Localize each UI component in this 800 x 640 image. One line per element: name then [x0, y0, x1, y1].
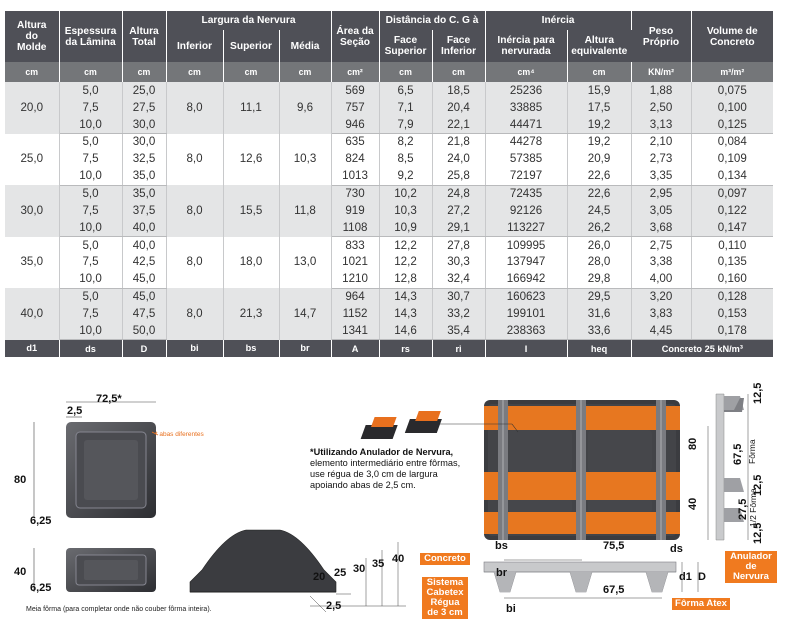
- section-br: br: [496, 567, 507, 579]
- cell-face-superior: 6,5: [379, 82, 432, 99]
- cell-volume: 0,153: [691, 305, 773, 322]
- group-largura: Largura da Nervura: [166, 11, 331, 30]
- cell-face-superior: 8,5: [379, 151, 432, 168]
- table-row: [5, 305, 773, 322]
- cell-altura-equivalente: 19,2: [567, 134, 631, 151]
- cell-inercia: 33885: [485, 99, 567, 116]
- table-row: [5, 99, 773, 116]
- table-row: [5, 202, 773, 219]
- cell-face-inferior: 25,8: [432, 168, 485, 185]
- anulador-icon: [355, 405, 450, 450]
- cell-area: 824: [331, 151, 379, 168]
- cell-altura-total: 35,0: [122, 168, 166, 185]
- cell-inercia: 72197: [485, 168, 567, 185]
- cell-peso: 3,38: [631, 254, 691, 271]
- unit-cell: cm: [59, 62, 122, 82]
- cell-altura-equivalente: 19,2: [567, 116, 631, 133]
- table-row: [5, 254, 773, 271]
- cell-altura-total: 42,5: [122, 254, 166, 271]
- cell-altura-molde: 40,0: [5, 288, 59, 340]
- cell-altura-equivalente: 17,5: [567, 99, 631, 116]
- cell-superior: 15,5: [223, 185, 279, 237]
- cell-altura-equivalente: 28,0: [567, 254, 631, 271]
- cell-espessura: 10,0: [59, 323, 122, 340]
- cell-area: 730: [331, 185, 379, 202]
- cell-face-inferior: 18,5: [432, 82, 485, 99]
- cell-face-superior: 14,6: [379, 323, 432, 340]
- cell-face-superior: 8,2: [379, 134, 432, 151]
- cell-area: 833: [331, 237, 379, 254]
- half-height-label: 40: [14, 566, 27, 578]
- cell-volume: 0,097: [691, 185, 773, 202]
- side-dim-80: 80: [687, 437, 699, 450]
- unit-cell: cm: [5, 62, 59, 82]
- table-row: [5, 151, 773, 168]
- cell-altura-total: 35,0: [122, 185, 166, 202]
- cell-espessura: 10,0: [59, 116, 122, 133]
- cell-area: 1108: [331, 220, 379, 237]
- cell-peso: 4,45: [631, 323, 691, 340]
- cell-altura-total: 50,0: [122, 323, 166, 340]
- section-bottom-span: 67,5: [603, 584, 625, 596]
- col-area: Área da Seção: [331, 11, 379, 62]
- cell-superior: 11,1: [223, 82, 279, 134]
- col-face-superior: Face Superior: [379, 30, 432, 62]
- cell-altura-equivalente: 29,5: [567, 288, 631, 305]
- cell-face-inferior: 24,8: [432, 185, 485, 202]
- table-row: [5, 168, 773, 185]
- cell-face-superior: 10,2: [379, 185, 432, 202]
- cell-media: 13,0: [279, 237, 331, 289]
- cell-volume: 0,084: [691, 134, 773, 151]
- col-espessura: Espessura da Lâmina: [59, 11, 122, 62]
- cell-inferior: 8,0: [166, 82, 223, 134]
- cell-inercia: 109995: [485, 237, 567, 254]
- symbol-cell: D: [122, 340, 166, 357]
- side-mid-125: 12,5: [752, 474, 764, 496]
- cell-espessura: 10,0: [59, 271, 122, 288]
- cell-inercia: 92126: [485, 202, 567, 219]
- cell-volume: 0,178: [691, 323, 773, 340]
- table-row: [5, 185, 773, 202]
- cell-media: 9,6: [279, 82, 331, 134]
- cell-peso: 2,75: [631, 237, 691, 254]
- symbol-cell: Concreto 25 kN/m³: [631, 340, 773, 357]
- cell-altura-total: 32,5: [122, 151, 166, 168]
- cell-peso: 1,88: [631, 82, 691, 99]
- profile-view-drawing: [186, 520, 406, 620]
- cell-volume: 0,122: [691, 202, 773, 219]
- unit-cell: cm: [432, 62, 485, 82]
- cell-espessura: 7,5: [59, 305, 122, 322]
- cell-face-superior: 9,2: [379, 168, 432, 185]
- cell-volume: 0,147: [691, 220, 773, 237]
- cell-altura-total: 40,0: [122, 220, 166, 237]
- col-inferior: Inferior: [166, 30, 223, 62]
- cell-altura-equivalente: 22,6: [567, 168, 631, 185]
- cell-area: 946: [331, 116, 379, 133]
- cell-altura-equivalente: 15,9: [567, 82, 631, 99]
- profile-height-20: 20: [313, 571, 326, 583]
- col-face-inferior: Face Inferior: [432, 30, 485, 62]
- table-body: [5, 82, 773, 340]
- anulador-note: *Utilizando Anulador de Nervura, elemento intermediário entre fôrmas, use régua de 3,0 cm de largura apoiando abas de 2,5 cm.: [310, 447, 461, 490]
- unit-cell: cm: [379, 62, 432, 82]
- table-row: [5, 271, 773, 288]
- cell-espessura: 7,5: [59, 202, 122, 219]
- cell-altura-total: 25,0: [122, 82, 166, 99]
- cell-area: 964: [331, 288, 379, 305]
- cell-espessura: 7,5: [59, 151, 122, 168]
- cell-face-inferior: 32,4: [432, 271, 485, 288]
- cell-peso: 2,50: [631, 99, 691, 116]
- cell-altura-equivalente: 24,5: [567, 202, 631, 219]
- symbol-cell: I: [485, 340, 567, 357]
- unit-cell: cm: [223, 62, 279, 82]
- cell-inferior: 8,0: [166, 185, 223, 237]
- section-bs: bs: [495, 540, 508, 552]
- cell-face-inferior: 27,2: [432, 202, 485, 219]
- cell-altura-equivalente: 26,2: [567, 220, 631, 237]
- cell-area: 1013: [331, 168, 379, 185]
- cell-inercia: 238363: [485, 323, 567, 340]
- cell-inercia: 160623: [485, 288, 567, 305]
- cell-espessura: 5,0: [59, 185, 122, 202]
- symbol-cell: ds: [59, 340, 122, 357]
- cell-face-inferior: 27,8: [432, 237, 485, 254]
- half-form-note: Meia fôrma (para completar onde não couber fôrma inteira).: [26, 606, 212, 613]
- cell-face-inferior: 35,4: [432, 323, 485, 340]
- cell-face-inferior: 20,4: [432, 99, 485, 116]
- table-row: [5, 237, 773, 254]
- profile-height-30: 30: [353, 563, 366, 575]
- cell-superior: 21,3: [223, 288, 279, 340]
- cell-peso: 3,68: [631, 220, 691, 237]
- plan-height-label: 80: [14, 474, 27, 486]
- symbol-cell: bi: [166, 340, 223, 357]
- callout-anulador: Anulador de Nervura: [725, 551, 777, 583]
- unit-cell: KN/m²: [631, 62, 691, 82]
- group-inercia: Inércia: [485, 11, 631, 30]
- cell-inercia: 25236: [485, 82, 567, 99]
- callout-forma-atex: Fôrma Atex: [672, 598, 730, 610]
- half-bottom-label: 6,25: [30, 582, 52, 594]
- cell-altura-equivalente: 29,8: [567, 271, 631, 288]
- cell-face-superior: 12,2: [379, 254, 432, 271]
- profile-height-35: 35: [372, 558, 385, 570]
- cell-superior: 18,0: [223, 237, 279, 289]
- cell-face-inferior: 22,1: [432, 116, 485, 133]
- symbol-cell: bs: [223, 340, 279, 357]
- cell-altura-total: 45,0: [122, 271, 166, 288]
- side-mid-675: 67,5: [732, 443, 744, 465]
- cell-face-superior: 7,9: [379, 116, 432, 133]
- plan-width-label: 72,5*: [96, 393, 122, 405]
- cell-altura-molde: 30,0: [5, 185, 59, 237]
- cell-altura-equivalente: 31,6: [567, 305, 631, 322]
- cell-volume: 0,075: [691, 82, 773, 99]
- section-ds: ds: [670, 543, 683, 555]
- cell-face-superior: 14,3: [379, 305, 432, 322]
- callout-sistema: Sistema Cabetex Régua de 3 cm: [422, 577, 468, 619]
- cell-area: 1152: [331, 305, 379, 322]
- cell-inercia: 137947: [485, 254, 567, 271]
- cell-face-inferior: 30,3: [432, 254, 485, 271]
- symbol-row: [5, 340, 773, 357]
- profile-height-40: 40: [392, 553, 405, 565]
- cell-espessura: 7,5: [59, 99, 122, 116]
- cell-espessura: 5,0: [59, 237, 122, 254]
- cell-altura-equivalente: 33,6: [567, 323, 631, 340]
- col-inercia-nervurada: Inércia para nervurada: [485, 30, 567, 62]
- cell-espessura: 5,0: [59, 134, 122, 151]
- spec-table: [5, 11, 773, 357]
- cell-face-superior: 12,8: [379, 271, 432, 288]
- table-row: [5, 82, 773, 99]
- cell-peso: 3,13: [631, 116, 691, 133]
- plan-bottom-label: 6,25: [30, 515, 52, 527]
- cell-peso: 4,00: [631, 271, 691, 288]
- cell-altura-molde: 20,0: [5, 82, 59, 134]
- cell-altura-equivalente: 22,6: [567, 185, 631, 202]
- cell-altura-molde: 35,0: [5, 237, 59, 289]
- section-d1: d1: [679, 571, 692, 583]
- col-superior: Superior: [223, 30, 279, 62]
- cell-volume: 0,128: [691, 288, 773, 305]
- cell-espessura: 10,0: [59, 168, 122, 185]
- col-altura-equivalente: Altura equivalente: [567, 30, 631, 62]
- cell-volume: 0,100: [691, 99, 773, 116]
- side-bottom-125: 12,5: [752, 522, 764, 544]
- col-peso: Peso Próprio: [631, 11, 691, 62]
- cell-face-inferior: 30,7: [432, 288, 485, 305]
- cell-area: 569: [331, 82, 379, 99]
- cell-face-inferior: 21,8: [432, 134, 485, 151]
- cell-altura-total: 40,0: [122, 237, 166, 254]
- symbol-cell: ri: [432, 340, 485, 357]
- cell-face-superior: 10,3: [379, 202, 432, 219]
- cell-peso: 2,10: [631, 134, 691, 151]
- cell-peso: 3,20: [631, 288, 691, 305]
- cell-inferior: 8,0: [166, 288, 223, 340]
- cell-altura-total: 30,0: [122, 134, 166, 151]
- cell-altura-total: 37,5: [122, 202, 166, 219]
- cell-altura-equivalente: 26,0: [567, 237, 631, 254]
- profile-base-label: 2,5: [326, 600, 342, 612]
- cell-media: 14,7: [279, 288, 331, 340]
- symbol-cell: A: [331, 340, 379, 357]
- cell-espessura: 5,0: [59, 288, 122, 305]
- cell-peso: 3,05: [631, 202, 691, 219]
- cell-media: 10,3: [279, 134, 331, 186]
- cell-altura-equivalente: 20,9: [567, 151, 631, 168]
- cell-inercia: 44278: [485, 134, 567, 151]
- unit-cell: cm: [567, 62, 631, 82]
- table-row: [5, 323, 773, 340]
- cell-face-superior: 10,9: [379, 220, 432, 237]
- cell-altura-total: 47,5: [122, 305, 166, 322]
- cell-media: 11,8: [279, 185, 331, 237]
- cell-face-inferior: 24,0: [432, 151, 485, 168]
- side-top-125: 12,5: [752, 382, 764, 404]
- col-volume: Volume de Concreto: [691, 11, 773, 62]
- cell-face-superior: 7,1: [379, 99, 432, 116]
- cell-inferior: 8,0: [166, 134, 223, 186]
- cell-inercia: 199101: [485, 305, 567, 322]
- unit-cell: cm: [166, 62, 223, 82]
- cell-volume: 0,135: [691, 254, 773, 271]
- cell-area: 919: [331, 202, 379, 219]
- cell-superior: 12,6: [223, 134, 279, 186]
- cell-area: 1021: [331, 254, 379, 271]
- cell-volume: 0,125: [691, 116, 773, 133]
- cell-face-superior: 14,3: [379, 288, 432, 305]
- callout-concreto: Concreto: [420, 553, 470, 565]
- symbol-cell: heq: [567, 340, 631, 357]
- table-row: [5, 134, 773, 151]
- cell-volume: 0,109: [691, 151, 773, 168]
- units-row: [5, 62, 773, 82]
- cell-altura-total: 27,5: [122, 99, 166, 116]
- symbol-cell: br: [279, 340, 331, 357]
- unit-cell: cm: [279, 62, 331, 82]
- table-row: [5, 116, 773, 133]
- unit-cell: cm²: [331, 62, 379, 82]
- cell-espessura: 10,0: [59, 220, 122, 237]
- cell-area: 1341: [331, 323, 379, 340]
- unit-cell: m³/m²: [691, 62, 773, 82]
- col-altura-total: Altura Total: [122, 11, 166, 62]
- cell-volume: 0,110: [691, 237, 773, 254]
- abas-note: * abas diferentes: [155, 431, 204, 438]
- cell-peso: 3,83: [631, 305, 691, 322]
- cell-altura-total: 45,0: [122, 288, 166, 305]
- cell-inercia: 44471: [485, 116, 567, 133]
- unit-cell: cm: [122, 62, 166, 82]
- side-lower-275: 27,5: [737, 498, 749, 520]
- cell-altura-total: 30,0: [122, 116, 166, 133]
- cell-espessura: 7,5: [59, 254, 122, 271]
- cell-peso: 2,95: [631, 185, 691, 202]
- group-distancia: Distância do C. G à: [379, 11, 485, 30]
- table-row: [5, 288, 773, 305]
- col-altura-molde: Altura do Molde: [5, 11, 59, 62]
- cell-area: 757: [331, 99, 379, 116]
- plan-flange-label: 2,5: [67, 405, 83, 417]
- section-top-span: 75,5: [603, 540, 625, 552]
- cell-peso: 3,35: [631, 168, 691, 185]
- cell-face-inferior: 33,2: [432, 305, 485, 322]
- cell-inercia: 72435: [485, 185, 567, 202]
- cell-inercia: 166942: [485, 271, 567, 288]
- cell-area: 635: [331, 134, 379, 151]
- section-D: D: [698, 571, 706, 583]
- side-forma-label: Fôrma: [747, 439, 757, 464]
- cell-face-superior: 12,2: [379, 237, 432, 254]
- cell-area: 1210: [331, 271, 379, 288]
- section-bi: bi: [506, 603, 516, 615]
- cell-face-inferior: 29,1: [432, 220, 485, 237]
- anulador-pointer: [440, 420, 520, 490]
- table-row: [5, 220, 773, 237]
- side-dim-40: 40: [687, 497, 699, 510]
- symbol-cell: d1: [5, 340, 59, 357]
- cell-volume: 0,160: [691, 271, 773, 288]
- profile-height-25: 25: [334, 567, 347, 579]
- col-media: Média: [279, 30, 331, 62]
- cell-peso: 2,73: [631, 151, 691, 168]
- side-half-forma: 1/2 Fôrma: [748, 488, 758, 527]
- cell-volume: 0,134: [691, 168, 773, 185]
- cell-espessura: 5,0: [59, 82, 122, 99]
- cell-inercia: 57385: [485, 151, 567, 168]
- cell-inercia: 113227: [485, 220, 567, 237]
- cell-inferior: 8,0: [166, 237, 223, 289]
- cell-altura-molde: 25,0: [5, 134, 59, 186]
- symbol-cell: rs: [379, 340, 432, 357]
- unit-cell: cm⁴: [485, 62, 567, 82]
